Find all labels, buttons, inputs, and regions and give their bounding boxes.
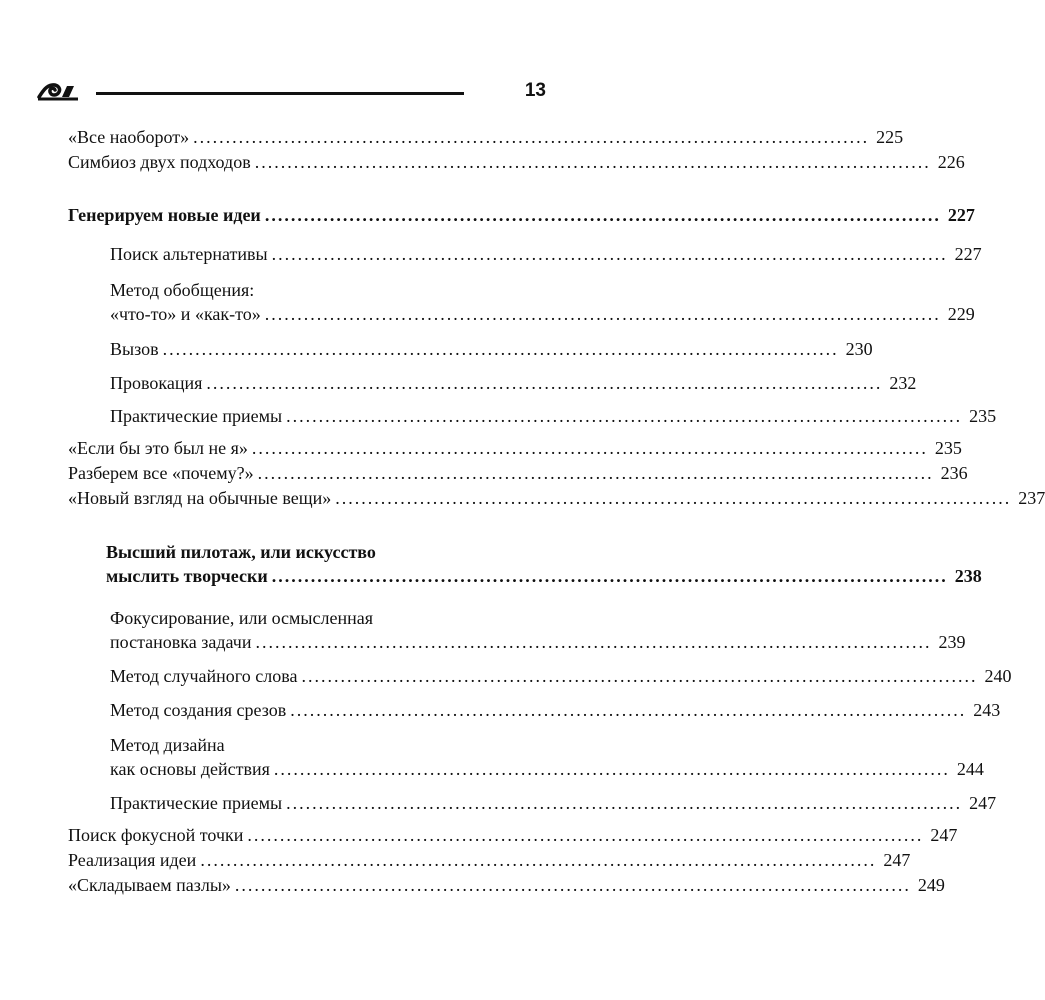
toc-page-number: 225 xyxy=(876,127,904,147)
toc-entry xyxy=(68,486,1045,510)
toc-title: Практические приемы xyxy=(110,406,283,426)
toc-title-line: Фокусирование, или осмысленная xyxy=(110,608,374,628)
toc-page-number: 240 xyxy=(984,666,1012,686)
toc-title: Реализация идеи xyxy=(68,850,197,870)
toc-page-number: 247 xyxy=(969,793,997,813)
toc-entry xyxy=(110,278,975,326)
toc-dot-leader: ........................................................................................................ xyxy=(254,152,931,172)
toc-page-number: 247 xyxy=(883,850,911,870)
toc-dot-leader: ........................................................................................................ xyxy=(255,632,932,652)
toc-dot-leader: ........................................................................................................ xyxy=(234,875,911,895)
toc-dot-leader: ........................................................................................................ xyxy=(264,205,941,225)
toc-dot-leader: ........................................................................................................ xyxy=(247,825,924,845)
toc-dot-leader: ........................................................................................................ xyxy=(257,463,934,483)
toc-page-number: 243 xyxy=(973,700,1001,720)
snail-logo-icon xyxy=(36,76,80,102)
toc-page-number: 227 xyxy=(954,244,982,264)
toc-title: Практические приемы xyxy=(110,793,283,813)
toc-dot-leader: ........................................................................................................ xyxy=(162,339,839,359)
toc-title-line: Метод дизайна xyxy=(110,735,225,755)
toc-dot-leader: ........................................................................................................ xyxy=(271,566,948,586)
toc-entry xyxy=(110,404,997,428)
toc-entry xyxy=(68,823,958,847)
toc-title: Разберем все «почему?» xyxy=(68,463,254,483)
toc-entry xyxy=(106,540,982,588)
toc-dot-leader: ........................................................................................................ xyxy=(301,666,978,686)
toc-title: Вызов xyxy=(110,339,159,359)
toc-page-number: 247 xyxy=(930,825,958,845)
toc-entry xyxy=(110,733,984,781)
toc-entry xyxy=(110,791,997,815)
toc-entry xyxy=(68,436,962,460)
toc-title: мыслить творчески xyxy=(106,566,268,586)
toc-entry xyxy=(110,606,966,654)
toc-title: «Все наоборот» xyxy=(68,127,190,147)
toc-dot-leader: ........................................................................................................ xyxy=(206,373,883,393)
toc-entry xyxy=(110,698,1001,722)
toc-dot-leader: ........................................................................................................ xyxy=(251,438,928,458)
toc-page-number: 239 xyxy=(938,632,966,652)
toc-dot-leader: ........................................................................................................ xyxy=(335,488,1012,508)
toc-title: «Если бы это был не я» xyxy=(68,438,248,458)
toc-dot-leader: ........................................................................................................ xyxy=(290,700,967,720)
toc-page-number: 227 xyxy=(947,205,975,225)
toc-entry xyxy=(68,125,904,149)
toc-dot-leader: ........................................................................................................ xyxy=(286,793,963,813)
toc-title-line: Высший пилотаж, или искусство xyxy=(106,542,376,562)
toc-dot-leader: ........................................................................................................ xyxy=(271,244,948,264)
header-rule xyxy=(96,92,464,95)
toc-dot-leader: ........................................................................................................ xyxy=(193,127,870,147)
toc-title-line: Метод обобщения: xyxy=(110,280,255,300)
toc-title: Провокация xyxy=(110,373,203,393)
toc-title: Поиск фокусной точки xyxy=(68,825,244,845)
toc-title: Метод создания срезов xyxy=(110,700,287,720)
toc-entry xyxy=(110,371,917,395)
page-number: 13 xyxy=(524,80,546,101)
toc-dot-leader: ........................................................................................................ xyxy=(273,759,950,779)
toc-page-number: 230 xyxy=(845,339,873,359)
toc-page-number: 237 xyxy=(1018,488,1045,508)
toc-title: «Складываем пазлы» xyxy=(68,875,231,895)
toc-entry xyxy=(68,150,965,174)
toc-page-number: 238 xyxy=(954,566,982,586)
toc-page-number: 226 xyxy=(937,152,965,172)
toc-entry xyxy=(68,848,911,872)
toc-title: как основы действия xyxy=(110,759,270,779)
toc-page-number: 235 xyxy=(969,406,997,426)
toc-page-number: 244 xyxy=(956,759,984,779)
toc-dot-leader: ........................................................................................................ xyxy=(286,406,963,426)
toc-page-number: 229 xyxy=(947,304,975,324)
toc-entry xyxy=(68,461,968,485)
toc-title: Генерируем новые идеи xyxy=(68,205,261,225)
toc-page-number: 232 xyxy=(889,373,917,393)
toc-title: Симбиоз двух подходов xyxy=(68,152,251,172)
toc-page-number: 236 xyxy=(940,463,968,483)
toc-title: «что-то» и «как-то» xyxy=(110,304,261,324)
toc-title: Поиск альтернативы xyxy=(110,244,268,264)
toc-dot-leader: ........................................................................................................ xyxy=(200,850,877,870)
toc-dot-leader: ........................................................................................................ xyxy=(264,304,941,324)
toc-entry xyxy=(68,873,945,897)
toc-page-number: 235 xyxy=(934,438,962,458)
toc-entry xyxy=(110,664,1012,688)
toc-title: Метод случайного слова xyxy=(110,666,298,686)
toc-page-number: 249 xyxy=(917,875,945,895)
toc-entry xyxy=(110,242,982,266)
toc-title: «Новый взгляд на обычные вещи» xyxy=(68,488,332,508)
toc-title: постановка задачи xyxy=(110,632,252,652)
toc-entry xyxy=(110,337,873,361)
toc-entry xyxy=(68,203,975,227)
